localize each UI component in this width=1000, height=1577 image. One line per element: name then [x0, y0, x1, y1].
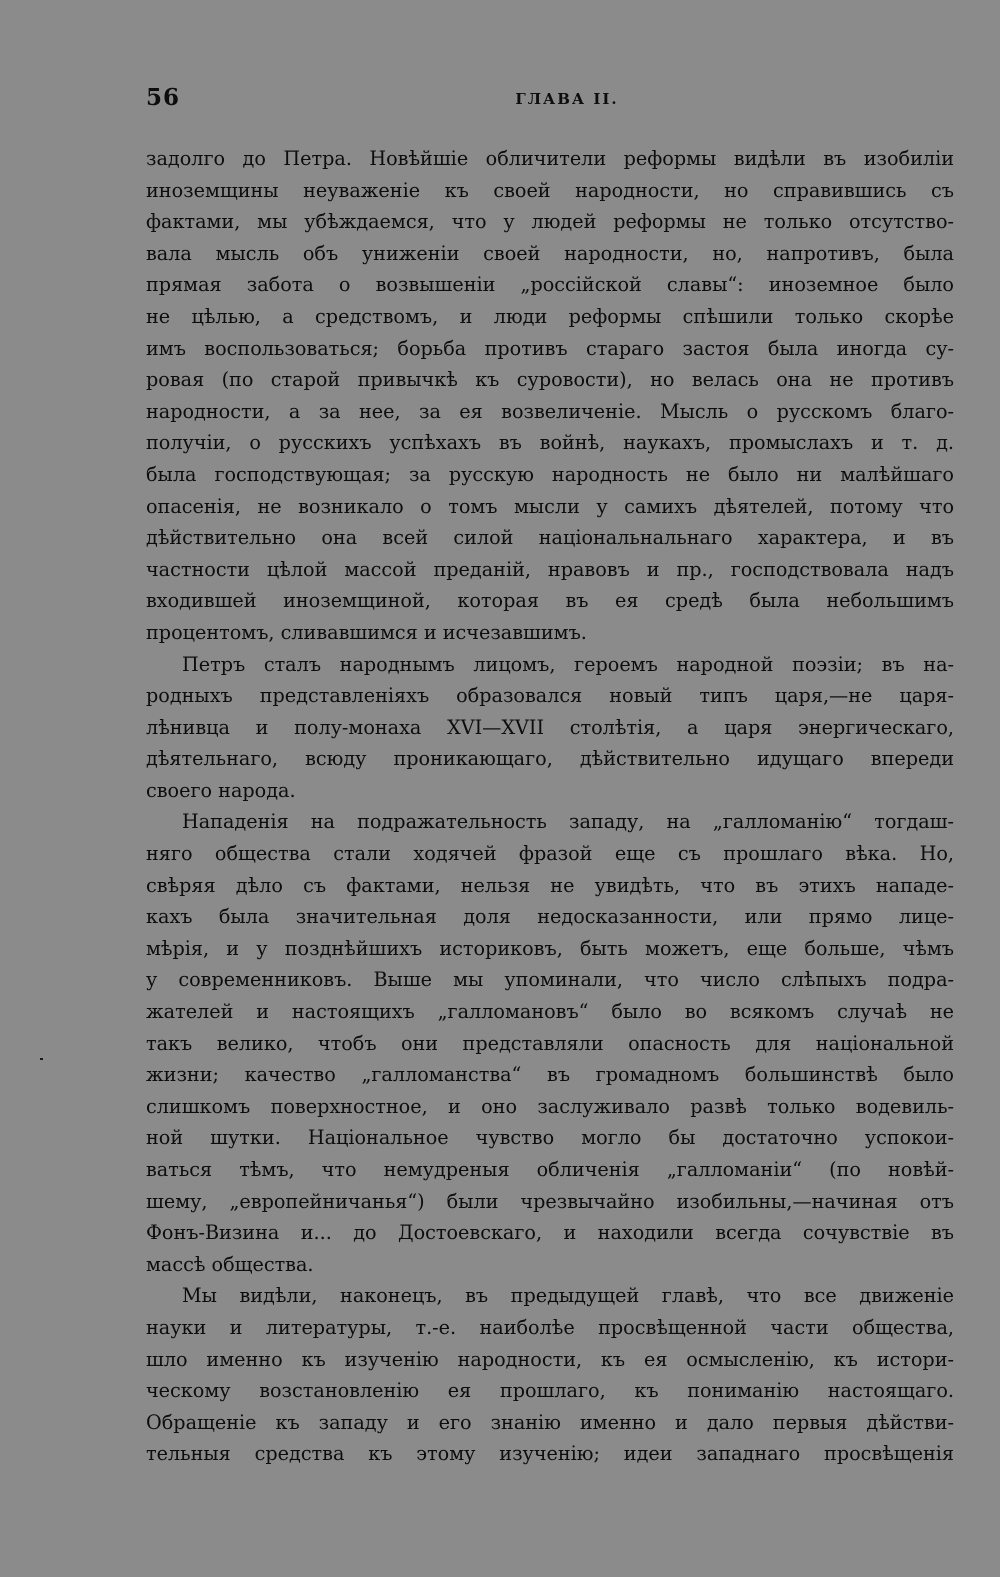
text-line: вала мысль объ униженіи своей народности, но, напротивъ, была [146, 241, 954, 265]
text-line: Нападенія на подражательность западу, на „галломанію“ тогдаш- [182, 810, 954, 834]
body-text [146, 143, 954, 1470]
page-number: 56 [146, 84, 181, 111]
text-line: свѣряя дѣло съ фактами, нельзя не увидѣть, что въ этихъ нападе- [146, 873, 954, 897]
text-line: мѣрія, и у позднѣйшихъ историковъ, быть можетъ, еще больше, чѣмъ [146, 936, 954, 960]
text-line: своего народа. [146, 778, 296, 802]
text-line: иноземщины неуваженіе къ своей народности, но справившись съ [146, 178, 954, 202]
text-line: прямая забота о возвышеніи „россійской славы“: иноземное было [146, 273, 954, 297]
text-line: жателей и настоящихъ „галломановъ“ было во всякомъ случаѣ не [146, 1000, 954, 1024]
text-line: Обращеніе къ западу и его знанію именно и дало первыя дѣйстви- [146, 1410, 954, 1434]
running-head [146, 84, 954, 120]
text-line: фактами, мы убѣждаемся, что у людей реформы не только отсутство- [146, 210, 954, 234]
text-line: слишкомъ поверхностное, и оно заслуживало развѣ только водевиль- [146, 1094, 954, 1118]
text-line: тельныя средства къ этому изученію; идеи западнаго просвѣщенія [146, 1442, 954, 1466]
text-line: дѣятельнаго, всюду проникающаго, дѣйствительно идущаго впереди [146, 747, 954, 771]
text-line: такъ велико, чтобъ они представляли опасность для національной [146, 1031, 954, 1055]
text-line: науки и литературы, т.-е. наиболѣе просвѣщенной части общества, [146, 1315, 954, 1339]
text-line: опасенія, не возникало о томъ мысли у самихъ дѣятелей, потому что [146, 494, 954, 518]
text-line: дѣйствительно она всей силой національнальнаго характера, и въ [146, 526, 954, 550]
text-line: входившей иноземщиной, которая въ ея средѣ была небольшимъ [146, 589, 954, 613]
text-line: няго общества стали ходячей фразой еще съ прошлаго вѣка. Но, [146, 842, 954, 866]
text-line: процентомъ, сливавшимся и исчезавшимъ. [146, 620, 587, 644]
text-line: задолго до Петра. Новѣйшіе обличители реформы видѣли въ изобиліи [146, 147, 954, 170]
text-line: была господствующая; за русскую народность не было ни малѣйшаго [146, 462, 954, 486]
text-line: частности цѣлой массой преданій, нравовъ и пр., господствовала надъ [146, 557, 954, 581]
text-line: получіи, о русскихъ успѣхахъ въ войнѣ, наукахъ, промыслахъ и т. д. [146, 431, 954, 455]
text-line: лѣнивца и полу-монаха XVI—XVII столѣтія, а царя энергическаго, [146, 715, 954, 739]
text-line: шло именно къ изученію народности, къ ея осмысленію, къ истори- [146, 1347, 954, 1371]
text-line: ной шутки. Національное чувство могло бы достаточно успокои- [146, 1126, 954, 1150]
text-line: родныхъ представленіяхъ образовался новый типъ царя,—не царя- [146, 684, 954, 708]
text-line: ровая (по старой привычкѣ къ суровости), но велась она не противъ [146, 368, 954, 392]
text-line: ческому возстановленію ея прошлаго, къ пониманію настоящаго. [146, 1379, 954, 1403]
text-line: не цѣлью, а средствомъ, и люди реформы спѣшили только скорѣе [146, 304, 954, 328]
text-line: Фонъ-Визина и... до Достоевскаго, и находили всегда сочувствіе въ [146, 1221, 954, 1245]
text-line: Мы видѣли, наконецъ, въ предыдущей главѣ, что все движеніе [182, 1284, 954, 1308]
text-line: ваться тѣмъ, что немудреныя обличенія „галломаніи“ (по новѣй- [146, 1158, 954, 1181]
text-line: имъ воспользоваться; борьба противъ стараго застоя была иногда су- [146, 336, 954, 360]
chapter-title: ГЛАВА II. [515, 90, 619, 108]
text-line: кахъ была значительная доля недосказанности, или прямо лице- [146, 905, 954, 929]
text-line: Петръ сталъ народнымъ лицомъ, героемъ народной поэзіи; въ на- [182, 652, 954, 676]
text-line: жизни; качество „галломанства“ въ громадномъ большинствѣ было [146, 1063, 954, 1087]
margin-speck [40, 1058, 43, 1060]
text-line: народности, а за нее, за ея возвеличеніе. Мысль о русскомъ благо- [146, 399, 954, 423]
text-line: шему, „европейничанья“) были чрезвычайно изобильны,—начиная отъ [146, 1189, 954, 1213]
text-line: массѣ общества. [146, 1252, 314, 1276]
text-line: у современниковъ. Выше мы упоминали, что число слѣпыхъ подра- [146, 968, 954, 992]
